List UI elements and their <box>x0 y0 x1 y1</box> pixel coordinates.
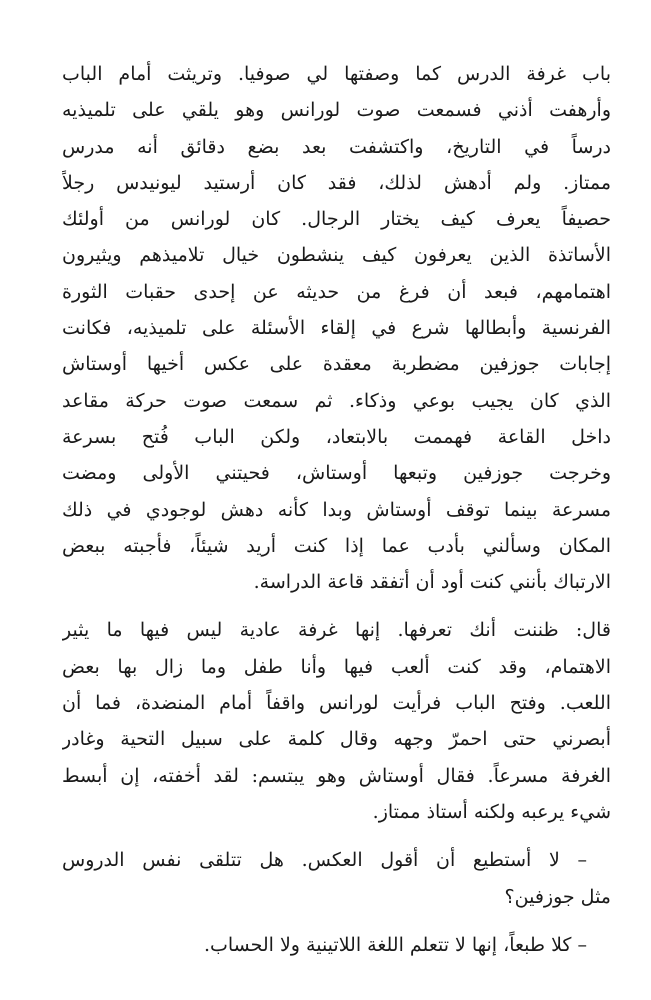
text-line: قال: ظننت أنك تعرفها. إنها غرفة عادية ليس فيها ما يثير <box>62 619 611 642</box>
text-line: إجابات جوزفين مضطربة معقدة على عكس أخيها أوستاش <box>62 353 611 376</box>
paragraph-1 <box>62 56 611 600</box>
text-line: اللعب. وفتح الباب فرأيت لورانس واقفاً أمام المنضدة، فما أن <box>62 692 611 715</box>
text-line: الغرفة مسرعاً. فقال أوستاش وهو يبتسم: لقد أخفته، إن أبسط <box>62 764 611 787</box>
text-line: الذي كان يجيب بوعي وذكاء. ثم سمعت صوت حركة مقاعد <box>62 389 611 412</box>
text-line: الأساتذة الذين يعرفون كيف ينشطون خيال تلاميذهم ويثيرون <box>62 244 611 267</box>
text-line: ممتاز. ولم أدهش لذلك، فقد كان أرستيد ليونيدس رجلاً <box>62 171 611 194</box>
text-line: حصيفاً يعرف كيف يختار الرجال. كان لورانس من أولئك <box>62 208 611 231</box>
text-line: داخل القاعة فهممت بالابتعاد، ولكن الباب فُتح بسرعة <box>62 425 611 448</box>
text-line: الارتباك بأنني كنت أود أن أتفقد قاعة الدراسة. <box>253 571 611 594</box>
text-line: شيء يرعبه ولكنه أستاذ ممتاز. <box>372 800 611 823</box>
paragraph-3 <box>62 842 611 915</box>
text-line: باب غرفة الدرس كما وصفتها لي صوفيا. وتريثت أمام الباب <box>62 63 611 85</box>
paragraph-4 <box>62 927 611 963</box>
paragraph-2 <box>62 612 611 830</box>
text-line: وأرهفت أذني فسمعت صوت لورانس وهو يلقي على تلميذيه <box>62 99 611 122</box>
text-line: الفرنسية وأبطالها شرع في إلقاء الأسئلة على تلميذيه، فكانت <box>62 317 611 340</box>
text-line: المكان وسألني بأدب عما إذا كنت أريد شيئاً، فأجبته ببعض <box>62 534 611 557</box>
text-line: – كلا طبعاً، إنها لا تتعلم اللغة اللاتينية ولا الحساب. <box>203 933 587 956</box>
text-line: مثل جوزفين؟ <box>504 885 611 908</box>
text-line: الاهتمام، وقد كنت ألعب فيها وأنا طفل وما زال بها بعض <box>62 655 611 678</box>
text-line: اهتمامهم، فبعد أن فرغ من حديثه عن إحدى حقبات الثورة <box>62 280 611 303</box>
text-line: مسرعة بينما توقف أوستاش وبدا كأنه دهش لوجودي في ذلك <box>62 498 611 521</box>
text-line: درساً في التاريخ، واكتشفت بعد بضع دقائق أنه مدرس <box>62 135 611 158</box>
text-line: – لا أستطيع أن أقول العكس. هل تتلقى نفس الدروس <box>62 849 587 872</box>
text-line: أبصرني حتى احمرّ وجهه وقال كلمة على سبيل التحية وغادر <box>62 728 611 751</box>
text-line: وخرجت جوزفين وتبعها أوستاش، فحيتني الأولى ومضت <box>62 462 611 485</box>
